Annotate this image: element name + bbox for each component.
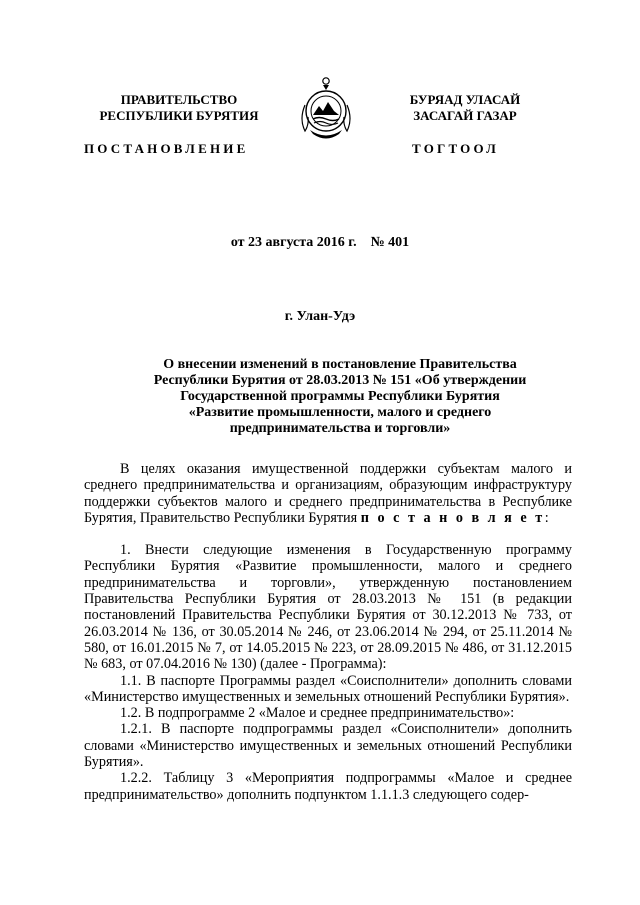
paragraph-1: 1. Внести следующие изменения в Государственную программу Республики Бурятия «Развитие промышленности, малого и среднего предпринимательства и торговли», утвержденную постановлением Правительства Республики Бурятия от 28.03.2013 № 151 (в редакции постановлений Правительства Республики Бурятия от 30.12.2013 № 733, от 26.03.2014 № 136, от 30.05.2014 № 246, от 23.06.2014 № 294, от 25.11.2014 № 580, от 16.01.2015 № 7, от 14.05.2015 № 223, от 28.09.2015 № 486, от 31.12.2015 № 683, от 07.04.2016 № 130) (далее - Программа): [84,542,572,673]
header-right [380,92,550,124]
preamble-tail: : [544,509,549,526]
resolves-word: п о с т а н о в л я е т [360,509,545,526]
doc-city: г. Улан-Удэ [284,309,356,324]
header-left [84,92,274,124]
doc-body [84,461,572,803]
gov-name-line2: РЕСПУБЛИКИ БУРЯТИЯ [99,108,259,123]
doc-type-ru: ПОСТАНОВЛЕНИЕ [84,141,249,156]
doc-type-bur: ТОГТООЛ [412,141,500,156]
doc-title [0,357,640,437]
doc-date-number: от 23 августа 2016 г. № 401 [230,235,410,250]
gov-name-bur-line2: ЗАСАГАЙ ГАЗАР [413,108,517,123]
paragraph-1-2: 1.2. В подпрограмме 2 «Малое и среднее предпринимательство»: [120,705,515,722]
paragraph-1-2-1: 1.2.1. В паспорте подпрограммы раздел «Соисполнители» дополнить словами «Министерство имущественных и земельных отношений Республики Бурятия». [84,721,572,771]
paragraph-1-2-2: 1.2.2. Таблицу 3 «Мероприятия подпрограммы «Малое и среднее предпринимательство» дополнить подпунктом 1.1.1.3 следующего содер- [84,770,572,803]
gov-name-line1: ПРАВИТЕЛЬСТВО [120,92,238,107]
paragraph-1-1: 1.1. В паспорте Программы раздел «Соисполнители» дополнить словами «Министерство имущественных и земельных отношений Республики Бурятия». [84,672,572,705]
coat-of-arms-icon [297,75,355,141]
preamble-text: В целях оказания имущественной поддержки субъектам малого и среднего предпринимательства и организациям, образующим инфраструктуру поддержки субъектов малого и среднего предпринимательства в Республике Бурятия, Правительство Республики Бурятия [84,461,572,526]
title-line: О внесении изменений в постановление Правительства [163,357,517,372]
title-line: Государственной программы Республики Бурятия [180,389,500,404]
preamble [84,461,572,526]
title-line: Республики Бурятия от 28.03.2013 № 151 «Об утверждении [153,373,527,388]
gov-name-bur-line1: БУРЯАД УЛАСАЙ [409,92,521,107]
title-line: «Развитие промышленности, малого и среднего [188,405,492,420]
title-line: предпринимательства и торговли» [229,421,451,436]
